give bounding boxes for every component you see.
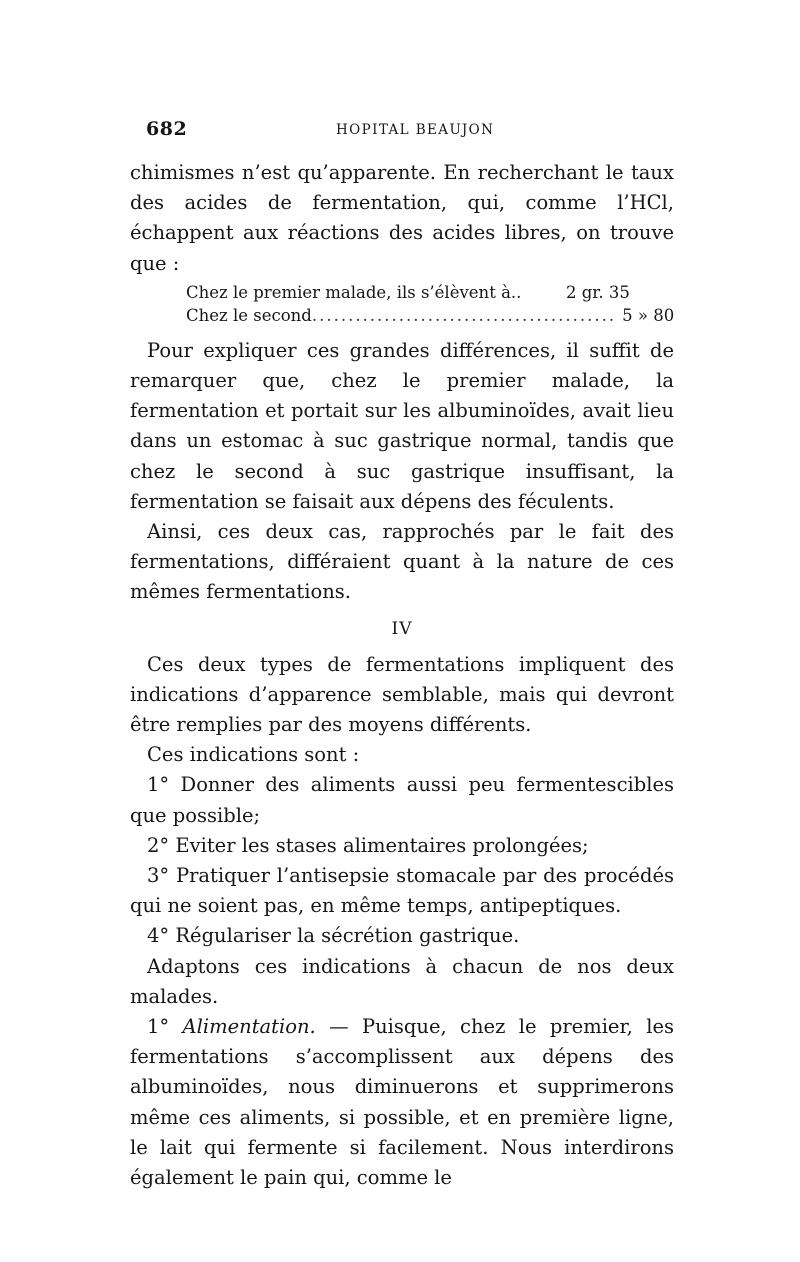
page-number: 682 (146, 118, 188, 140)
table-row-leader: .......................................... (311, 305, 617, 325)
page-header (146, 118, 676, 148)
table-row (186, 304, 675, 327)
paragraph-text: — Puisque, chez le premier, les fermentations s’accomplissent aux dépens des albuminoïdes, nous diminuerons et supprimerons même ces aliments, si possible, et en première ligne, le lait qui fermente si facilement. Nous interdirons également le pain qui, comme le (130, 1015, 674, 1190)
item-number: 1° (147, 1015, 170, 1039)
paragraph (130, 1012, 674, 1193)
list-item: 3° Pratiquer l’antisepsie stomacale par des procédés qui ne soient pas, en même temps, antipeptiques. (130, 864, 674, 918)
list-item: 1° Donner des aliments aussi peu fermentescibles que possible; (130, 773, 674, 827)
paragraph: Ces deux types de fermentations impliquent des indications d’apparence semblable, mais qui devront être remplies par des moyens différents. (130, 652, 674, 737)
table-row-value: 5 » 80 (622, 305, 675, 325)
paragraph-continued: chimismes n’est qu’apparente. En recherchant le taux des acides de fermentation, qui, comme l’HCl, échappent aux réactions des acides libres, on trouve que : (130, 161, 674, 275)
acid-table (186, 281, 675, 327)
table-row-label: Chez le second (186, 305, 312, 325)
paragraph: Pour expliquer ces grandes différences, il suffit de remarquer que, chez le premier malade, la fermentation et portait sur les albuminoïdes, avait lieu dans un estomac à suc gastrique normal, tandis que chez le second à suc gastrique insuffisant, la fermentation se faisait aux dépens des féculents. (130, 338, 674, 513)
table-row (186, 281, 666, 304)
italic-subheading: Alimentation. (182, 1015, 316, 1039)
section-heading: IV (391, 618, 413, 639)
list-item: 4° Régulariser la sécrétion gastrique. (147, 924, 520, 948)
table-row-value: 2 gr. 35 (566, 282, 630, 302)
body-text (130, 158, 674, 1193)
table-row-label: Chez le premier malade, ils s’élèvent à.. (186, 282, 522, 302)
running-head: HOPITAL BEAUJON (336, 122, 495, 138)
paragraph: Ainsi, ces deux cas, rapprochés par le fait des fermentations, différaient quant à la nature de ces mêmes fermentations. (130, 520, 674, 604)
paragraph: Ces indications sont : (147, 743, 360, 767)
list-item: 2° Eviter les stases alimentaires prolongées; (147, 833, 589, 857)
paragraph: Adaptons ces indications à chacun de nos deux malades. (130, 954, 674, 1008)
